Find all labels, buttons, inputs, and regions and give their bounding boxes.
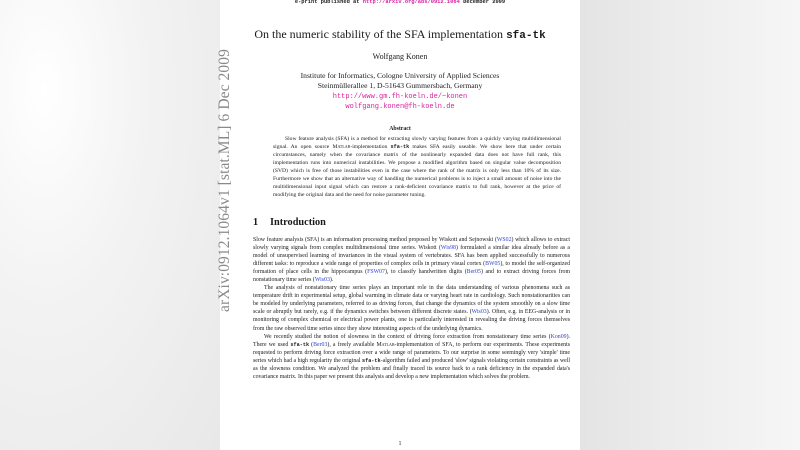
eprint-prefix: e-print published at bbox=[294, 0, 360, 5]
matlab-term: Matlab bbox=[332, 143, 351, 150]
body-text: ), to classify handwritten digits ( bbox=[384, 269, 467, 276]
abstract-body bbox=[273, 136, 561, 200]
citation-link[interactable]: Ber03 bbox=[313, 341, 328, 348]
email-link[interactable]: wolfgang.konen@fh-koeln.de bbox=[345, 103, 455, 112]
body-text: ), a freely available bbox=[327, 341, 377, 348]
title-code: sfa-tk bbox=[506, 30, 546, 42]
body-text: ) and to extract driving forces from nonstationary time series ( bbox=[253, 269, 570, 284]
eprint-header bbox=[220, 0, 580, 5]
citation-link[interactable]: Ber05 bbox=[466, 269, 481, 276]
body-text: ( bbox=[309, 341, 314, 348]
affiliation-institute: Institute for Informatics, Cologne University of Applied Sciences bbox=[300, 71, 500, 80]
author-name: Wolfgang Konen bbox=[372, 52, 428, 61]
intro-paragraph-2 bbox=[253, 284, 570, 332]
section-number: 1 bbox=[253, 217, 259, 228]
citation-link[interactable]: Wis98 bbox=[440, 245, 456, 252]
body-text: ). bbox=[329, 277, 334, 284]
viewer-background-left bbox=[0, 0, 220, 450]
viewer-background-right bbox=[580, 0, 800, 450]
citation-link[interactable]: Wis03 bbox=[314, 277, 330, 284]
abstract-text: Slow feature analysis (SFA) is a method for extracting slowly varying features from a quickly varying multidimensional signal. An open source bbox=[273, 136, 561, 150]
citation-link[interactable]: FSW07 bbox=[367, 269, 385, 276]
introduction-body bbox=[253, 236, 570, 381]
body-text: ) formulated a similar idea already before as a model of unsupervised learning of invariances in the visual system of vertebrates. SFA has been applied successfully to numerous different tasks: to reproduce a wide range of properties of complex cells in primary visual cortex ( bbox=[253, 245, 570, 268]
citation-link[interactable]: Kon09 bbox=[550, 333, 567, 340]
body-text: -implementation of SFA, to perform our experiments. These experiments requested to perform driving force extraction over a wide range of parameters. To our surprise in some seemingly very 'simple' time series which had a high regularity the original bbox=[253, 341, 570, 364]
homepage-link[interactable]: http://www.gm.fh-koeln.de/~konen bbox=[332, 92, 468, 101]
affiliation-address: Steinmüllerallee 1, D-51643 Gummersbach, Germany bbox=[317, 81, 483, 91]
body-text: We recently studied the notion of slowness in the context of driving force extraction from nonstationary time series ( bbox=[264, 333, 551, 340]
section-title: Introduction bbox=[270, 217, 326, 228]
arxiv-sidebar-stamp: arXiv:0912.1064v1 [stat.ML] 6 Dec 2009 bbox=[216, 49, 233, 312]
matlab-term: Matlab bbox=[376, 341, 395, 348]
citation-link[interactable]: BW05 bbox=[485, 261, 501, 268]
title-text: On the numeric stability of the SFA implementation bbox=[254, 27, 507, 41]
paper-title bbox=[220, 27, 580, 42]
body-text: ). There we used bbox=[253, 333, 570, 348]
body-text: Slow feature analysis (SFA) is an information processing method proposed by Wiskott and Sejnowski ( bbox=[253, 237, 497, 243]
body-text: ). Often, e.g. in EEG-analysis or in monitoring of complex chemical or electrical power plants, one is particularly interested in revealing the driving forces themselves from the raw observed time series since they show interesting aspects of the underlying dynamics. bbox=[253, 309, 570, 332]
body-text: ), to model the self-organized formation of place cells in the hippocampus ( bbox=[253, 261, 570, 276]
section-heading-introduction bbox=[253, 217, 326, 228]
body-text: ) which allows to extract slowly varying signals from complex multidimensional time series. Wiskott ( bbox=[253, 237, 570, 252]
code-term: sfa-tk bbox=[290, 341, 310, 348]
code-term: sfa-tk bbox=[361, 357, 381, 364]
abstract-text: makes SFA easily useable. We show here that under certain circumstances, namely when the covariance matrix of the nonlinearly expanded data does not have full rank, this implementation runs into numerical instabilities. We propose a modified algorithm based on singular value decomposition (SVD) which is free of those instabilities even in the case where the rank of the matrix is only less than 10% of its size. Furthermore we show that an alternative way of handling the numerical problems is to inject a small amount of noise into the multidimensional input signal which can restore a rank-deficient covariance matrix to full rank, however at the price of modifying the original data and the need for noise parameter tuning. bbox=[273, 143, 561, 198]
pdf-page bbox=[220, 0, 580, 450]
intro-paragraph-1 bbox=[253, 236, 570, 284]
body-text: -algorithm failed and produced 'slow' signals violating certain constraints as well as the slowness condition. We analyzed the problem and finally traced its source back to a rank deficiency in the expanded data's covariance matrix. In this paper we present this analysis and develop a new implementation which solves the problem. bbox=[253, 357, 571, 380]
intro-paragraph-3 bbox=[253, 333, 570, 381]
citation-link[interactable]: Wis03 bbox=[471, 309, 487, 316]
abstract-heading: Abstract bbox=[389, 126, 411, 132]
abstract-text: -implementation bbox=[350, 143, 391, 150]
page-number: 1 bbox=[398, 441, 402, 447]
affiliation-block bbox=[220, 71, 580, 113]
eprint-url-link[interactable]: http://arxiv.org/abs/0912.1064 bbox=[362, 0, 460, 5]
abstract-paragraph bbox=[273, 136, 561, 200]
body-text: The analysis of nonstationary time series plays an important role in the data understanding of various phenomena such as temperature drift in experimental setup, global warming in climate data or varying heart rate in cardiology. Such nonstationarities can be modeled by underlying parameters, referred to as driving forces, that change the dynamics of the system smoothly on a slow time scale or abruptly but rarely, e.g. if the dynamics switches between different discrete states. ( bbox=[253, 285, 570, 316]
citation-link[interactable]: WS02 bbox=[496, 237, 512, 243]
eprint-suffix: December 2009 bbox=[463, 0, 506, 5]
code-term: sfa-tk bbox=[390, 143, 410, 150]
